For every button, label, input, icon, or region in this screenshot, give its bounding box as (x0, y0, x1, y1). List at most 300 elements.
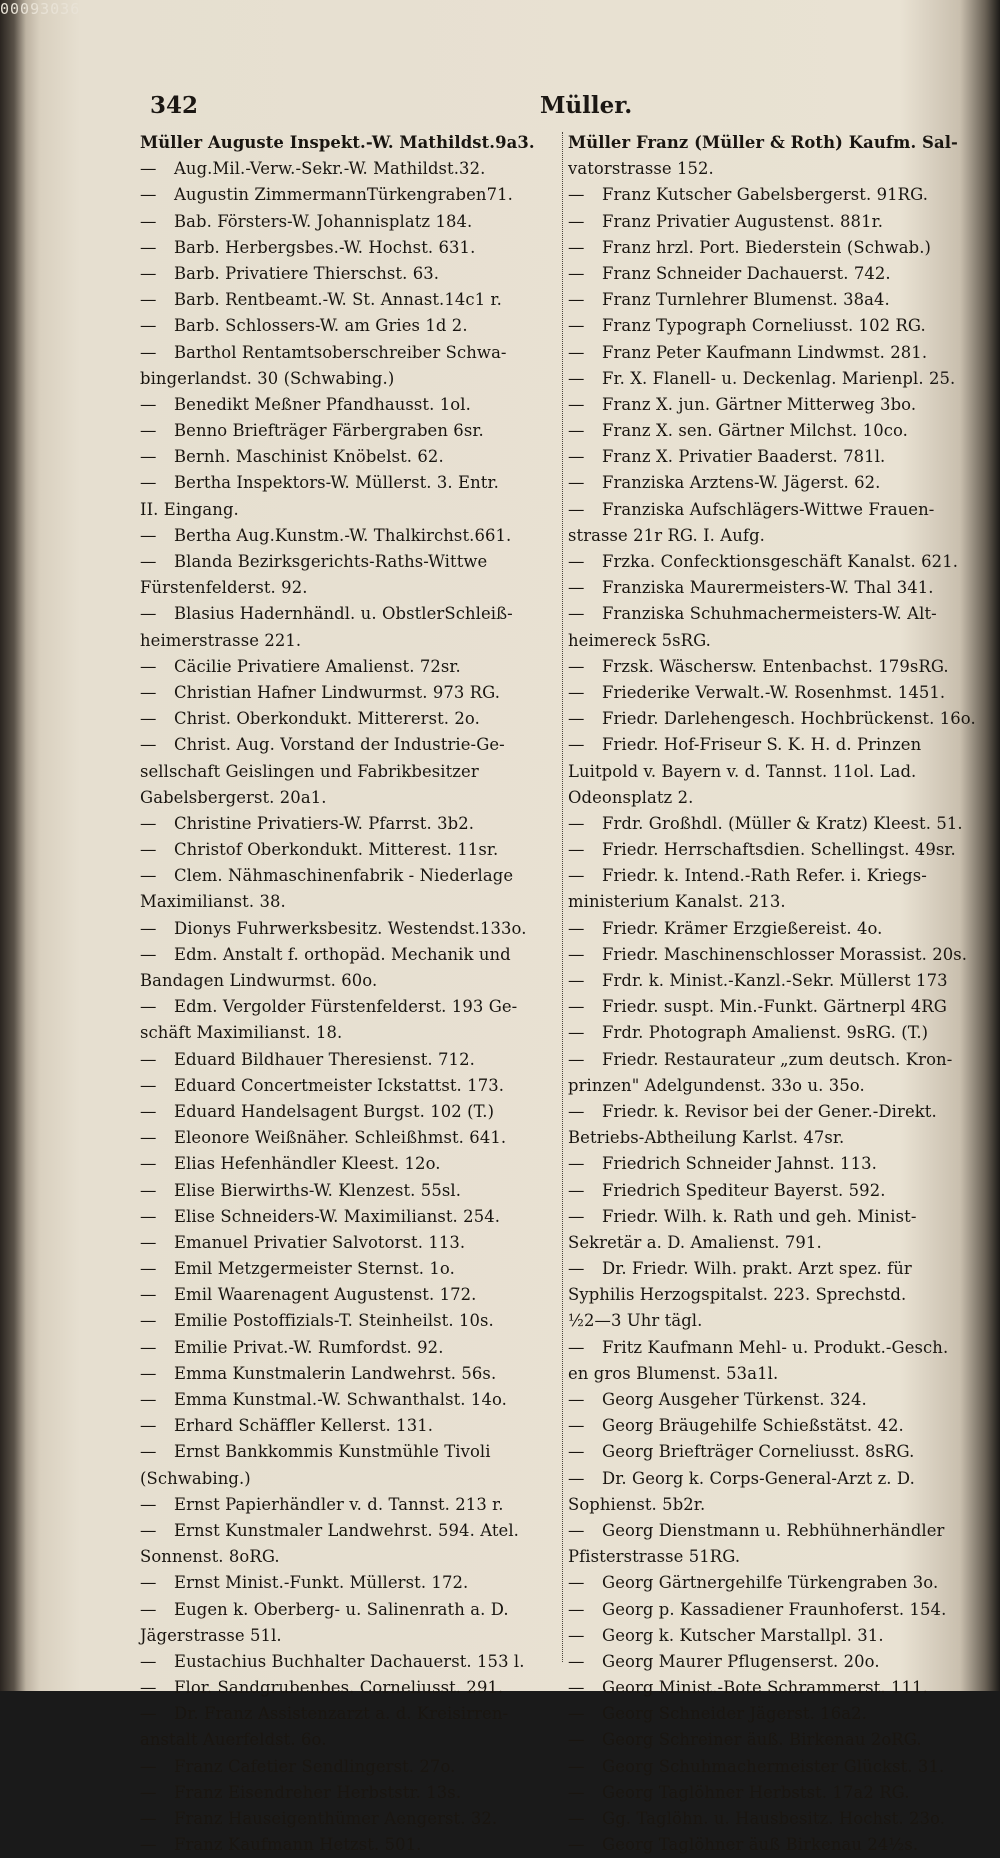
ditto-dash: — (140, 1311, 157, 1331)
ditto-dash: — (568, 604, 585, 624)
ditto-dash: — (568, 735, 585, 755)
entry-text: Georg Taglöhner äuß Birkenau 24½s. (602, 1835, 919, 1855)
entry-text: Bandagen Lindwurmst. 60o. (140, 971, 378, 990)
entry-text: Georg Maurer Pflugenserst. 20o. (602, 1651, 880, 1671)
entry-text: Friedr. Darlehengesch. Hochbrückenst. 16o. (602, 709, 976, 729)
directory-entry (568, 1230, 968, 1256)
entry-text: Ernst Minist.-Funkt. Müllerst. 172. (174, 1573, 469, 1593)
entry-text: heimerstrasse 221. (140, 630, 302, 650)
entry-text: Eduard Handelsagent Burgst. 102 (T.) (174, 1101, 495, 1121)
directory-entry (568, 1204, 968, 1230)
directory-entry (568, 1623, 968, 1649)
directory-entry (568, 1256, 968, 1282)
directory-entry (140, 1439, 560, 1465)
ditto-dash: — (140, 185, 157, 205)
entry-text: Fürstenfelderst. 92. (140, 578, 308, 598)
entry-text: Syphilis Herzogspitalst. 223. Sprechstd. (568, 1285, 907, 1305)
ditto-dash: — (140, 813, 157, 833)
entry-text: bingerlandst. 30 (Schwabing.) (140, 368, 395, 388)
ditto-dash: — (568, 1206, 585, 1226)
directory-entry (140, 1335, 560, 1361)
entry-text: Barb. Schlossers-W. am Gries 1d 2. (174, 316, 468, 336)
directory-entry (140, 1806, 560, 1832)
entry-text: Emanuel Privatier Salvotorst. 113. (174, 1232, 466, 1252)
directory-entry (140, 732, 560, 758)
ditto-dash: — (568, 1704, 585, 1724)
directory-entry (140, 156, 560, 182)
ditto-dash: — (568, 1101, 585, 1121)
ditto-dash: — (140, 342, 157, 362)
directory-entry (140, 1047, 560, 1073)
ditto-dash: — (568, 918, 585, 938)
directory-entry (568, 287, 968, 313)
entry-text: schäft Maximilianst. 18. (140, 1023, 343, 1043)
entry-text: Clem. Nähmaschinenfabrik - Niederlage (174, 866, 514, 886)
entry-text: Georg Dienstmann u. Rebhühnerhändler (602, 1520, 945, 1540)
directory-entry (140, 366, 560, 392)
entry-text: Bertha Inspektors-W. Müllerst. 3. Entr. (174, 473, 499, 493)
directory-entry (568, 811, 968, 837)
directory-entry (568, 549, 968, 575)
directory-entry (140, 1675, 560, 1701)
entry-text: Franz Turnlehrer Blumenst. 38a4. (602, 290, 890, 310)
directory-entry (140, 942, 560, 968)
entry-text: Friedr. Hof-Friseur S. K. H. d. Prinzen (602, 735, 922, 755)
entry-text: (Schwabing.) (140, 1468, 251, 1488)
entry-text: Barb. Rentbeamt.-W. St. Annast.14c1 r. (174, 290, 502, 310)
entry-text: Sophienst. 5b2r. (568, 1494, 706, 1514)
ditto-dash: — (140, 682, 157, 702)
directory-entry (140, 418, 560, 444)
entry-text: Pfisterstrasse 51RG. (568, 1547, 741, 1567)
directory-entry (140, 1204, 560, 1230)
directory-entry (140, 444, 560, 470)
entry-text: Sonnenst. 8oRG. (140, 1547, 280, 1567)
ditto-dash: — (140, 316, 157, 336)
entry-text: Barthol Rentamtsoberschreiber Schwa- (174, 342, 507, 362)
directory-entry (140, 313, 560, 339)
left-column (140, 130, 560, 1855)
ditto-dash: — (140, 918, 157, 938)
directory-entry (140, 706, 560, 732)
directory-entry (568, 1047, 968, 1073)
ditto-dash: — (568, 1023, 585, 1043)
entry-text: Elias Hefenhändler Kleest. 12o. (174, 1154, 441, 1174)
entry-text: Franz Schneider Dachauerst. 742. (602, 263, 891, 283)
ditto-dash: — (568, 499, 585, 519)
directory-entry (568, 863, 968, 889)
ditto-dash: — (140, 1782, 157, 1802)
directory-entry (568, 261, 968, 287)
entry-text: Ernst Bankkommis Kunstmühle Tivoli (174, 1442, 491, 1462)
directory-entry (568, 235, 968, 261)
entry-text: Eduard Bildhauer Theresienst. 712. (174, 1049, 475, 1069)
entry-text: Elise Bierwirths-W. Klenzest. 55sl. (174, 1180, 462, 1200)
entry-text: Emilie Privat.-W. Rumfordst. 92. (174, 1337, 444, 1357)
directory-entry (568, 732, 968, 758)
directory-entry (140, 1178, 560, 1204)
entry-text: Georg Bräugehilfe Schießstätst. 42. (602, 1416, 904, 1436)
entry-text: II. Eingang. (140, 499, 239, 519)
directory-entry (140, 287, 560, 313)
directory-entry (140, 680, 560, 706)
ditto-dash: — (140, 1756, 157, 1776)
ditto-dash: — (568, 290, 585, 310)
ditto-dash: — (140, 1285, 157, 1305)
entry-text: anstalt Auerfeldst. 6o. (140, 1730, 327, 1750)
entry-text: Dr. Franz Assistenzarzt a. d. Kreisirren- (174, 1704, 509, 1724)
entry-text: Dionys Fuhrwerksbesitz. Westendst.133o. (174, 918, 527, 938)
ditto-dash: — (568, 185, 585, 205)
entry-text: Franz Cafetier Sendlingerst. 27o. (174, 1756, 456, 1776)
column-divider (562, 132, 563, 1662)
ditto-dash: — (140, 290, 157, 310)
ditto-dash: — (140, 1206, 157, 1226)
ditto-dash: — (568, 682, 585, 702)
entry-text: Franz Eisendreher Herbststr. 13s. (174, 1782, 462, 1802)
entry-text: Luitpold v. Bayern v. d. Tannst. 11ol. Lad. (568, 761, 917, 781)
directory-entry (140, 601, 560, 627)
entry-text: Edm. Vergolder Fürstenfelderst. 193 Ge- (174, 997, 518, 1017)
ditto-dash: — (568, 316, 585, 336)
entry-text: Jägerstrasse 51l. (140, 1625, 282, 1645)
directory-entry (140, 130, 560, 156)
directory-entry (140, 1754, 560, 1780)
directory-entry (568, 1178, 968, 1204)
directory-entry (568, 1806, 968, 1832)
ditto-dash: — (140, 1390, 157, 1409)
entry-text: Friedr. Wilh. k. Rath und geh. Minist- (602, 1206, 917, 1226)
directory-entry (140, 1308, 560, 1334)
ditto-dash: — (140, 1363, 157, 1383)
ditto-dash: — (140, 237, 157, 257)
ditto-dash: — (568, 1390, 585, 1409)
directory-entry (140, 497, 560, 523)
ditto-dash: — (140, 447, 157, 467)
entry-text: Franz hrzl. Port. Biederstein (Schwab.) (602, 237, 932, 257)
directory-entry (568, 1387, 968, 1413)
directory-entry (140, 470, 560, 496)
entry-text: Frdr. k. Minist.-Kanzl.-Sekr. Müllerst 173 (602, 971, 948, 990)
entry-text: sellschaft Geislingen und Fabrikbesitzer (140, 761, 479, 781)
entry-text: Franz X. Privatier Baaderst. 781l. (602, 447, 886, 467)
entry-text: Eduard Concertmeister Ickstattst. 173. (174, 1075, 505, 1095)
directory-entry (568, 1439, 968, 1465)
entry-text: Georg Schreiner äuß. Birkenau 2oRG. (602, 1730, 922, 1750)
entry-text: Emil Waarenagent Augustenst. 172. (174, 1285, 477, 1305)
ditto-dash: — (568, 237, 585, 257)
ditto-dash: — (568, 1730, 585, 1750)
directory-entry (568, 1780, 968, 1806)
entry-text: Fritz Kaufmann Mehl- u. Produkt.-Gesch. (602, 1337, 949, 1357)
entry-text: Franz Privatier Augustenst. 881r. (602, 211, 884, 231)
directory-entry (568, 366, 968, 392)
ditto-dash: — (140, 1809, 157, 1828)
ditto-dash: — (568, 1154, 585, 1174)
directory-entry (568, 916, 968, 942)
ditto-dash: — (568, 578, 585, 598)
entry-text: Georg Schuhmachermeister Glückst. 31. (602, 1756, 945, 1776)
ditto-dash: — (568, 211, 585, 231)
entry-text: Franz X. sen. Gärtner Milchst. 10co. (602, 421, 908, 441)
entry-text: Georg Briefträger Corneliusst. 8sRG. (602, 1442, 915, 1462)
ditto-dash: — (140, 1835, 157, 1855)
entry-text: Sekretär a. D. Amalienst. 791. (568, 1232, 822, 1252)
directory-entry (140, 785, 560, 811)
scan-identifier: 00093036 (0, 0, 81, 18)
directory-entry (568, 1754, 968, 1780)
entry-text: Friedrich Schneider Jahnst. 113. (602, 1154, 877, 1174)
directory-entry (140, 1832, 560, 1858)
entry-text: Elise Schneiders-W. Maximilianst. 254. (174, 1206, 501, 1226)
directory-entry (568, 497, 968, 523)
entry-text: Franz Hauseigenthümer Aengerst. 32. (174, 1809, 498, 1828)
directory-entry (140, 1466, 560, 1492)
directory-entry (140, 575, 560, 601)
entry-text: Franz Typograph Corneliusst. 102 RG. (602, 316, 926, 336)
ditto-dash: — (568, 1835, 585, 1855)
ditto-dash: — (568, 394, 585, 414)
directory-entry (568, 340, 968, 366)
directory-entry (568, 182, 968, 208)
directory-entry (568, 654, 968, 680)
ditto-dash: — (140, 211, 157, 231)
ditto-dash: — (140, 840, 157, 860)
directory-entry (568, 1413, 968, 1439)
ditto-dash: — (568, 1651, 585, 1671)
ditto-dash: — (140, 1599, 157, 1619)
directory-entry (140, 1492, 560, 1518)
directory-entry (568, 1151, 968, 1177)
directory-entry (568, 1597, 968, 1623)
ditto-dash: — (140, 525, 157, 545)
directory-entry (140, 1518, 560, 1544)
ditto-dash: — (568, 656, 585, 676)
directory-entry (140, 837, 560, 863)
ditto-dash: — (568, 1625, 585, 1645)
ditto-dash: — (140, 1337, 157, 1357)
directory-entry (140, 968, 560, 994)
ditto-dash: — (568, 840, 585, 860)
ditto-dash: — (568, 813, 585, 833)
directory-entry (568, 392, 968, 418)
right-column (568, 130, 976, 1855)
ditto-dash: — (140, 159, 157, 179)
directory-entry (140, 1099, 560, 1125)
directory-entry (568, 1466, 968, 1492)
entry-text: Müller Franz (Müller & Roth) Kaufm. Sal- (568, 133, 958, 152)
directory-entry (568, 785, 968, 811)
ditto-dash: — (140, 1101, 157, 1121)
directory-entry (568, 706, 976, 732)
ditto-dash: — (568, 709, 585, 729)
directory-entry (140, 1282, 560, 1308)
directory-entry (568, 209, 968, 235)
entry-text: Frzsk. Wäschersw. Entenbachst. 179sRG. (602, 656, 949, 676)
directory-entry (140, 759, 560, 785)
directory-entry (140, 1387, 560, 1413)
entry-text: Benedikt Meßner Pfandhausst. 1ol. (174, 394, 471, 414)
entry-text: Christian Hafner Lindwurmst. 973 RG. (174, 682, 501, 702)
ditto-dash: — (568, 1809, 585, 1828)
ditto-dash: — (140, 1678, 157, 1698)
entry-text: Georg Ausgeher Türkenst. 324. (602, 1390, 867, 1409)
directory-entry (140, 1701, 560, 1727)
ditto-dash: — (140, 1259, 157, 1279)
entry-text: Edm. Anstalt f. orthopäd. Mechanik und (174, 944, 511, 964)
entry-text: Gg. Taglöhn. u. Hausbesitz. Hochst. 23o. (602, 1809, 946, 1828)
ditto-dash: — (140, 709, 157, 729)
ditto-dash: — (140, 1651, 157, 1671)
ditto-dash: — (568, 1782, 585, 1802)
ditto-dash: — (568, 368, 585, 388)
directory-entry (568, 1308, 968, 1334)
directory-entry (140, 811, 560, 837)
directory-entry (140, 863, 560, 889)
directory-entry (140, 261, 560, 287)
directory-entry (568, 837, 968, 863)
ditto-dash: — (140, 1075, 157, 1095)
ditto-dash: — (568, 1520, 585, 1540)
entry-text: Odeonsplatz 2. (568, 787, 694, 807)
directory-entry (568, 1125, 968, 1151)
directory-entry (140, 209, 560, 235)
ditto-dash: — (568, 1599, 585, 1619)
entry-text: Franz Kaufmann Hetzst. 501. (174, 1835, 422, 1855)
entry-text: Eugen k. Oberberg- u. Salinenrath a. D. (174, 1599, 509, 1619)
directory-entry (568, 444, 968, 470)
directory-entry (140, 1649, 560, 1675)
directory-entry (140, 523, 560, 549)
directory-entry (568, 968, 968, 994)
entry-text: Gabelsbergerst. 20a1. (140, 787, 327, 807)
ditto-dash: — (140, 1128, 157, 1148)
ditto-dash: — (140, 1442, 157, 1462)
entry-text: Müller Auguste Inspekt.-W. Mathildst.9a3. (140, 133, 535, 152)
entry-text: Friedr. Maschinenschlosser Morassist. 20s. (602, 944, 968, 964)
ditto-dash: — (140, 997, 157, 1017)
entry-text: Georg Minist.-Bote Schrammerst. 111. (602, 1678, 928, 1698)
directory-entry (140, 1230, 560, 1256)
entry-text: Frdr. Photograph Amalienst. 9sRG. (T.) (602, 1023, 929, 1043)
directory-entry (568, 470, 968, 496)
entry-text: Friederike Verwalt.-W. Rosenhmst. 1451. (602, 682, 946, 702)
ditto-dash: — (568, 1416, 585, 1436)
ditto-dash: — (140, 735, 157, 755)
directory-entry (140, 1125, 560, 1151)
directory-entry (140, 1151, 560, 1177)
entry-text: Franziska Schuhmachermeisters-W. Alt- (602, 604, 937, 624)
directory-entry (140, 1073, 560, 1099)
ditto-dash: — (140, 1494, 157, 1514)
ditto-dash: — (140, 263, 157, 283)
entry-text: Ernst Kunstmaler Landwehrst. 594. Atel. (174, 1520, 519, 1540)
directory-entry (140, 1544, 560, 1570)
entry-text: Emilie Postoffizials-T. Steinheilst. 10s. (174, 1311, 494, 1331)
ditto-dash: — (140, 1180, 157, 1200)
directory-entry (140, 1727, 560, 1753)
ditto-dash: — (568, 997, 585, 1017)
entry-text: ½2—3 Uhr tägl. (568, 1311, 703, 1331)
entry-text: Emil Metzgermeister Sternst. 1o. (174, 1259, 455, 1279)
entry-text: Georg Schneider Jägerst. 16a2. (602, 1704, 867, 1724)
entry-text: Eleonore Weißnäher. Schleißhmst. 641. (174, 1128, 507, 1148)
entry-text: Friedr. k. Revisor bei der Gener.-Direkt. (602, 1101, 937, 1121)
entry-text: Georg Taglöhner Herbstst. 17a2 RG. (602, 1782, 910, 1802)
entry-text: Fr. X. Flanell- u. Deckenlag. Marienpl. 25. (602, 368, 956, 388)
directory-entry (568, 1099, 968, 1125)
ditto-dash: — (568, 342, 585, 362)
ditto-dash: — (140, 656, 157, 676)
entry-text: Franz Peter Kaufmann Lindwmst. 281. (602, 342, 928, 362)
ditto-dash: — (568, 1337, 585, 1357)
directory-entry (568, 1073, 968, 1099)
ditto-dash: — (140, 866, 157, 886)
directory-entry (568, 1492, 968, 1518)
directory-entry (140, 235, 560, 261)
ditto-dash: — (568, 1442, 585, 1462)
entry-text: Georg p. Kassadiener Fraunhoferst. 154. (602, 1599, 947, 1619)
entry-text: Dr. Friedr. Wilh. prakt. Arzt spez. für (602, 1259, 912, 1279)
ditto-dash: — (140, 394, 157, 414)
running-head: Müller. (540, 92, 633, 119)
directory-entry (568, 994, 968, 1020)
entry-text: ministerium Kanalst. 213. (568, 892, 786, 912)
ditto-dash: — (140, 1520, 157, 1540)
entry-text: Frzka. Confecktionsgeschäft Kanalst. 621. (602, 552, 959, 571)
ditto-dash: — (568, 1756, 585, 1776)
entry-text: Flor. Sandgrubenbes. Corneliusst. 291. (174, 1678, 504, 1698)
directory-entry (568, 1361, 968, 1387)
entry-text: Aug.Mil.-Verw.-Sekr.-W. Mathildst.32. (174, 159, 486, 179)
ditto-dash: — (140, 1154, 157, 1174)
page-number: 342 (150, 92, 199, 119)
entry-text: Blanda Bezirksgerichts-Raths-Wittwe (174, 552, 488, 571)
entry-text: Georg Gärtnergehilfe Türkengraben 3o. (602, 1573, 939, 1593)
directory-entry (568, 1675, 968, 1701)
ditto-dash: — (568, 1049, 585, 1069)
ditto-dash: — (568, 1180, 585, 1200)
entry-text: Friedrich Spediteur Bayerst. 592. (602, 1180, 886, 1200)
directory-entry (568, 628, 968, 654)
entry-text: Christ. Oberkondukt. Mittererst. 2o. (174, 709, 480, 729)
entry-text: Bertha Aug.Kunstm.-W. Thalkirchst.661. (174, 525, 512, 545)
entry-text: Bab. Försters-W. Johannisplatz 184. (174, 211, 473, 231)
ditto-dash: — (568, 1468, 585, 1488)
directory-entry (568, 523, 968, 549)
directory-entry (568, 1518, 968, 1544)
ditto-dash: — (140, 944, 157, 964)
entry-text: Friedr. Restaurateur „zum deutsch. Kron- (602, 1049, 953, 1069)
entry-text: Eustachius Buchhalter Dachauerst. 153 l. (174, 1651, 525, 1671)
directory-entry (568, 156, 968, 182)
directory-entry (568, 1701, 968, 1727)
entry-text: Erhard Schäffler Kellerst. 131. (174, 1416, 434, 1436)
entry-text: Emma Kunstmal.-W. Schwanthalst. 14o. (174, 1390, 507, 1409)
entry-text: prinzen" Adelgundenst. 33o u. 35o. (568, 1075, 865, 1095)
entry-text: Betriebs-Abtheilung Karlst. 47sr. (568, 1128, 845, 1148)
entry-text: Dr. Georg k. Corps-General-Arzt z. D. (602, 1468, 915, 1488)
ditto-dash: — (140, 1573, 157, 1593)
directory-entry (568, 313, 968, 339)
ditto-dash: — (568, 421, 585, 441)
directory-entry (568, 575, 968, 601)
entry-text: Christ. Aug. Vorstand der Industrie-Ge- (174, 735, 505, 755)
entry-text: Franziska Arztens-W. Jägerst. 62. (602, 473, 881, 493)
directory-entry (140, 1020, 560, 1046)
entry-text: Barb. Herbergsbes.-W. Hochst. 631. (174, 237, 476, 257)
entry-text: Franziska Maurermeisters-W. Thal 341. (602, 578, 934, 598)
